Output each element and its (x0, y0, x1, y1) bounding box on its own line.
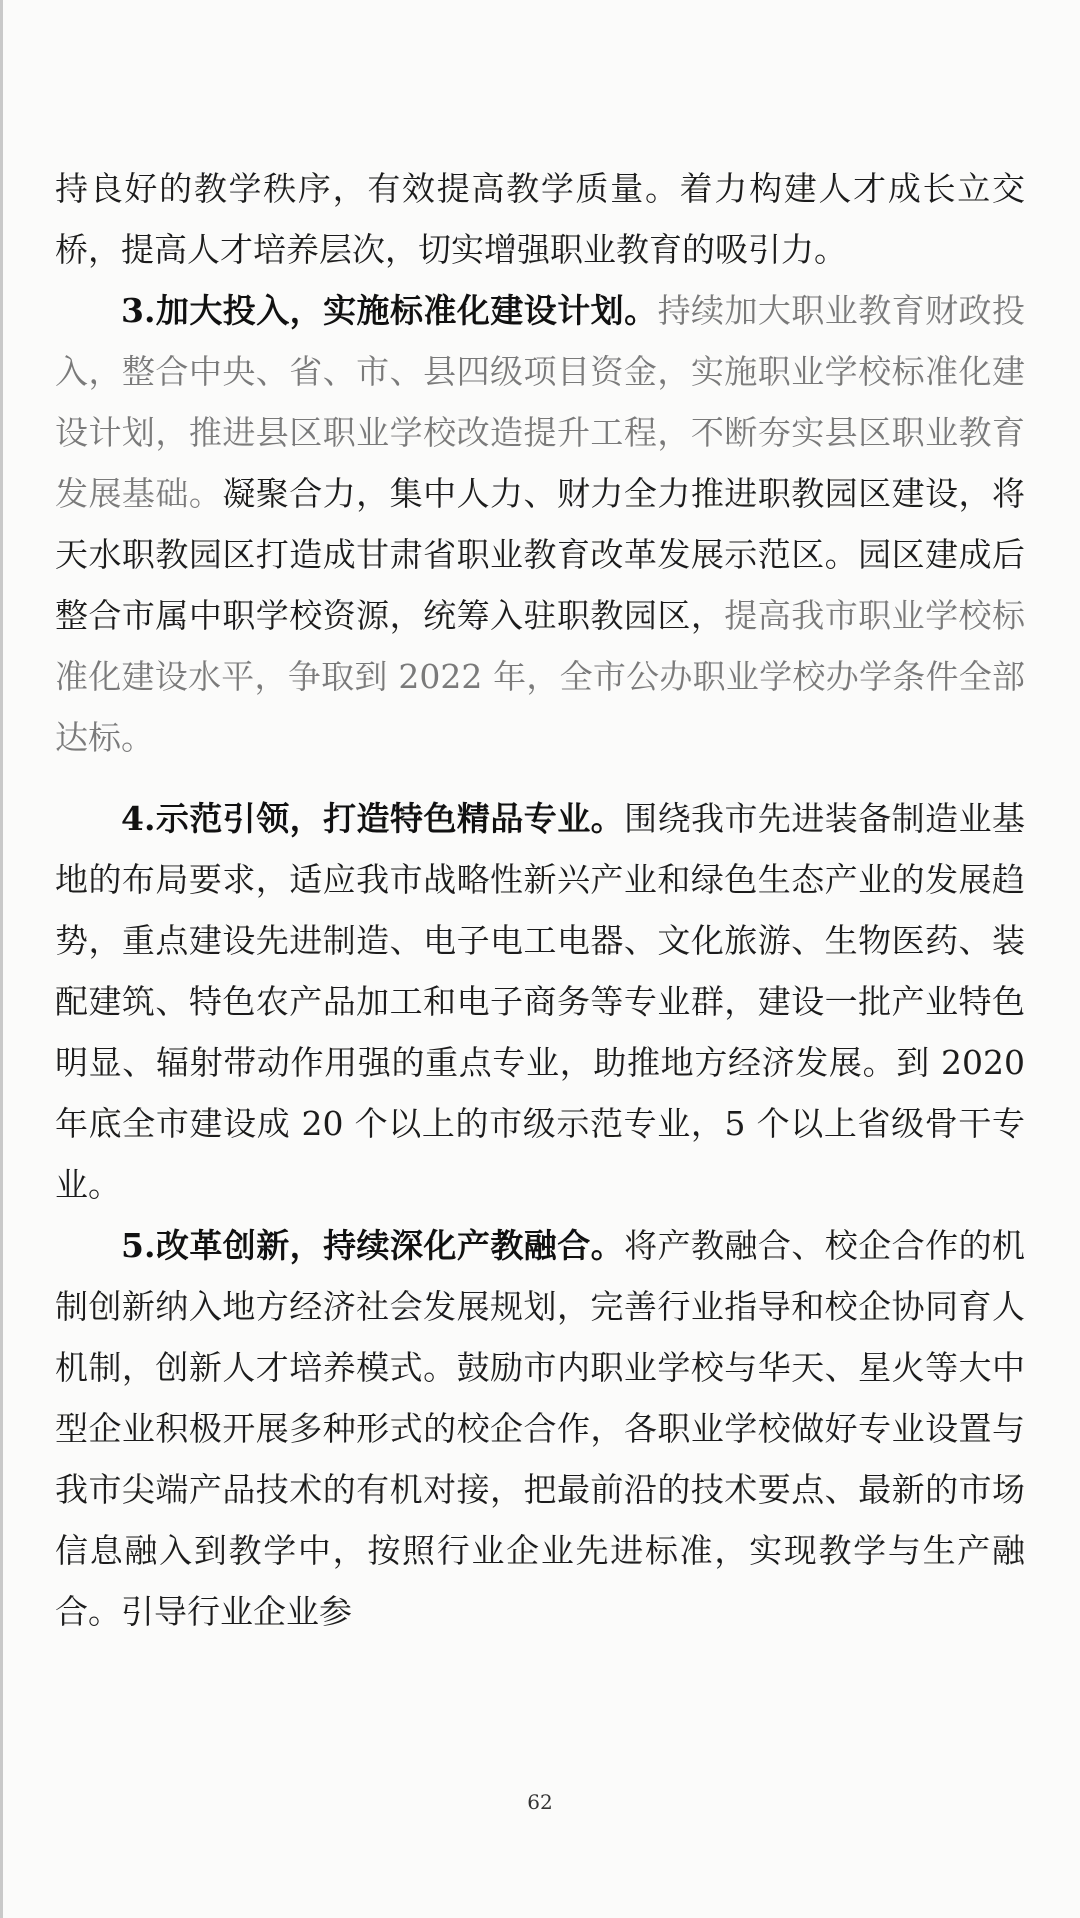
paragraph-text: 凝聚合力，集中人力、财力全力推进职教园区建设，将天水职教园区打造成甘肃省职业教育改革发展示范区。园区建成后整合市属中职学校资源，统筹入驻职教园区， (55, 474, 1026, 635)
section-heading-4: 4.示范引领，打造特色精品专业。 (121, 799, 625, 838)
paragraph-section-5 (55, 1215, 1025, 1642)
page-edge-line (0, 0, 3, 1918)
faded-text: 持续加大职业教育财政投入，整合中央、省、市、县四级项目资金，实施职业学校标准化建设计划，推进县区职业学校改造提升工程，不断夯实县区职业教育发展基础。 (55, 291, 1026, 513)
paragraph-section-4 (55, 788, 1025, 1215)
section-heading-5: 5.改革创新，持续深化产教融合。 (121, 1226, 625, 1265)
paragraph-section-3 (55, 280, 1025, 768)
paragraph-continuation (55, 158, 1025, 280)
paragraph-text: 持良好的教学秩序，有效提高教学质量。着力构建人才成长立交桥，提高人才培养层次，切实增强职业教育的吸引力。 (55, 169, 1025, 269)
page-number: 62 (527, 1790, 553, 1814)
section-heading-3: 3.加大投入，实施标准化建设计划。 (121, 291, 658, 330)
document-body (55, 158, 1025, 1642)
paragraph-text: 将产教融合、校企合作的机制创新纳入地方经济社会发展规划，完善行业指导和校企协同育人机制，创新人才培养模式。鼓励市内职业学校与华天、星火等大中型企业积极开展多种形式的校企合作，各职业学校做好专业设置与我市尖端产品技术的有机对接，把最前沿的技术要点、最新的市场信息融入到教学中，按照行业企业先进标准，实现教学与生产融合。引导行业企业参 (55, 1226, 1026, 1631)
paragraph-text: 围绕我市先进装备制造业基地的布局要求，适应我市战略性新兴产业和绿色生态产业的发展趋势，重点建设先进制造、电子电工电器、文化旅游、生物医药、装配建筑、特色农产品加工和电子商务等专业群，建设一批产业特色明显、辐射带动作用强的重点专业，助推地方经济发展。到 2020 年底全市建设成 20 个以上的市级示范专业，5 个以上省级骨干专业。 (55, 799, 1026, 1204)
faded-text: 提高我市职业学校标准化建设水平，争取到 2022 年，全市公办职业学校办学条件全部达标。 (55, 596, 1026, 757)
